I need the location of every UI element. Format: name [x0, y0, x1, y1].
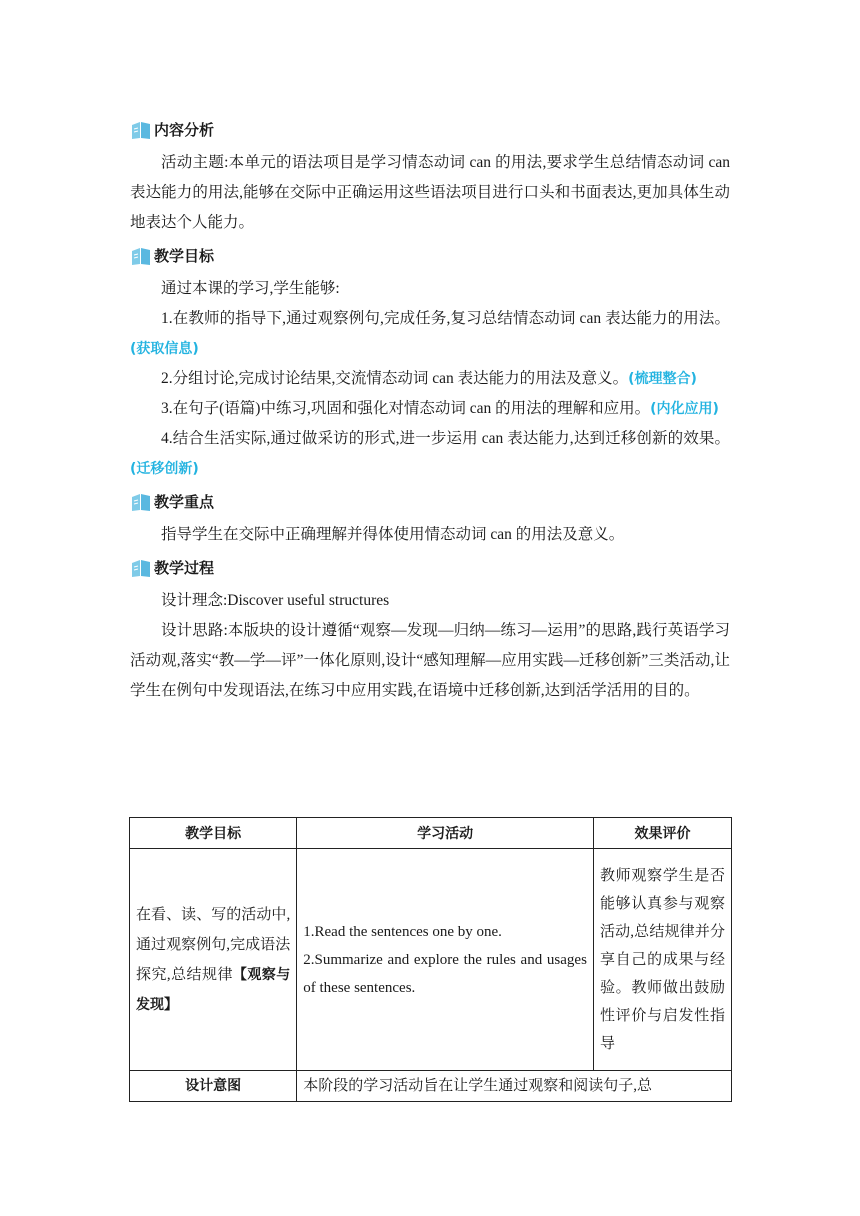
table-header: 效果评价: [593, 818, 731, 849]
goal-tag: (获取信息): [130, 341, 199, 357]
section-heading-process: [130, 552, 730, 582]
evaluation-cell: 教师观察学生是否能够认真参与观察活动,总结规律并分享自己的成果与经验。教师做出鼓励性评价与启发性指导: [593, 849, 731, 1071]
section-title: 教学目标: [154, 246, 215, 265]
table-header: 学习活动: [297, 818, 594, 849]
lesson-table: [129, 817, 732, 1102]
table-header: 教学目标: [130, 818, 297, 849]
goal-tag: (梳理整合): [628, 371, 697, 387]
design-intent-text: 本阶段的学习活动旨在让学生通过观察和阅读句子,总: [297, 1071, 732, 1102]
section-heading-teaching-goals: [130, 240, 730, 270]
document-body: [130, 112, 730, 706]
table-row: [130, 1071, 732, 1102]
activity-cell: 1.Read the sentences one by one. 2.Summarize and explore the rules and usages of these sentences.: [297, 849, 594, 1071]
table-header-row: [130, 818, 732, 849]
goal-item-2: 2.分组讨论,完成讨论结果,交流情态动词 can 表达能力的用法及意义。(梳理整合): [161, 370, 697, 387]
design-intent-label: 设计意图: [130, 1071, 297, 1102]
section-heading-key-points: [130, 486, 730, 516]
table-row: [130, 849, 732, 1071]
book-icon: [130, 491, 150, 511]
key-points-paragraph: 指导学生在交际中正确理解并得体使用情态动词 can 的用法及意义。: [161, 526, 625, 543]
design-concept: 设计理念:Discover useful structures: [161, 592, 390, 609]
book-icon: [130, 557, 150, 577]
goal-cell: 在看、读、写的活动中,通过观察例句,完成语法探究,总结规律【观察与发现】: [130, 849, 297, 1071]
goal-item-3: 3.在句子(语篇)中练习,巩固和强化对情态动词 can 的用法的理解和应用。(内化应用): [161, 400, 719, 417]
design-idea: 设计思路:本版块的设计遵循“观察—发现—归纳—练习—运用”的思路,践行英语学习活动观,落实“教—学—评”一体化原则,设计“感知理解—应用实践—迁移创新”三类活动,让学生在例句中发现语法,在练习中应用实践,在语境中迁移创新,达到活学活用的目的。: [130, 622, 730, 699]
section-title: 教学重点: [154, 492, 215, 511]
goal-tag: (迁移创新): [130, 461, 199, 477]
section-heading-content-analysis: [130, 114, 730, 144]
content-analysis-paragraph: 活动主题:本单元的语法项目是学习情态动词 can 的用法,要求学生总结情态动词 can 表达能力的用法,能够在交际中正确运用这些语法项目进行口头和书面表达,更加具体生动地表达个人能力。: [130, 154, 730, 231]
goal-item-4: 4.结合生活实际,通过做采访的形式,进一步运用 can 表达能力,达到迁移创新的效果。(迁移创新): [130, 430, 730, 477]
section-title: 教学过程: [154, 558, 215, 577]
goal-item-1: 1.在教师的指导下,通过观察例句,完成任务,复习总结情态动词 can 表达能力的用法。(获取信息): [130, 310, 730, 357]
section-title: 内容分析: [154, 120, 215, 139]
goals-intro: 通过本课的学习,学生能够:: [161, 280, 340, 297]
book-icon: [130, 119, 150, 139]
book-icon: [130, 245, 150, 265]
goal-tag: (内化应用): [650, 401, 719, 417]
